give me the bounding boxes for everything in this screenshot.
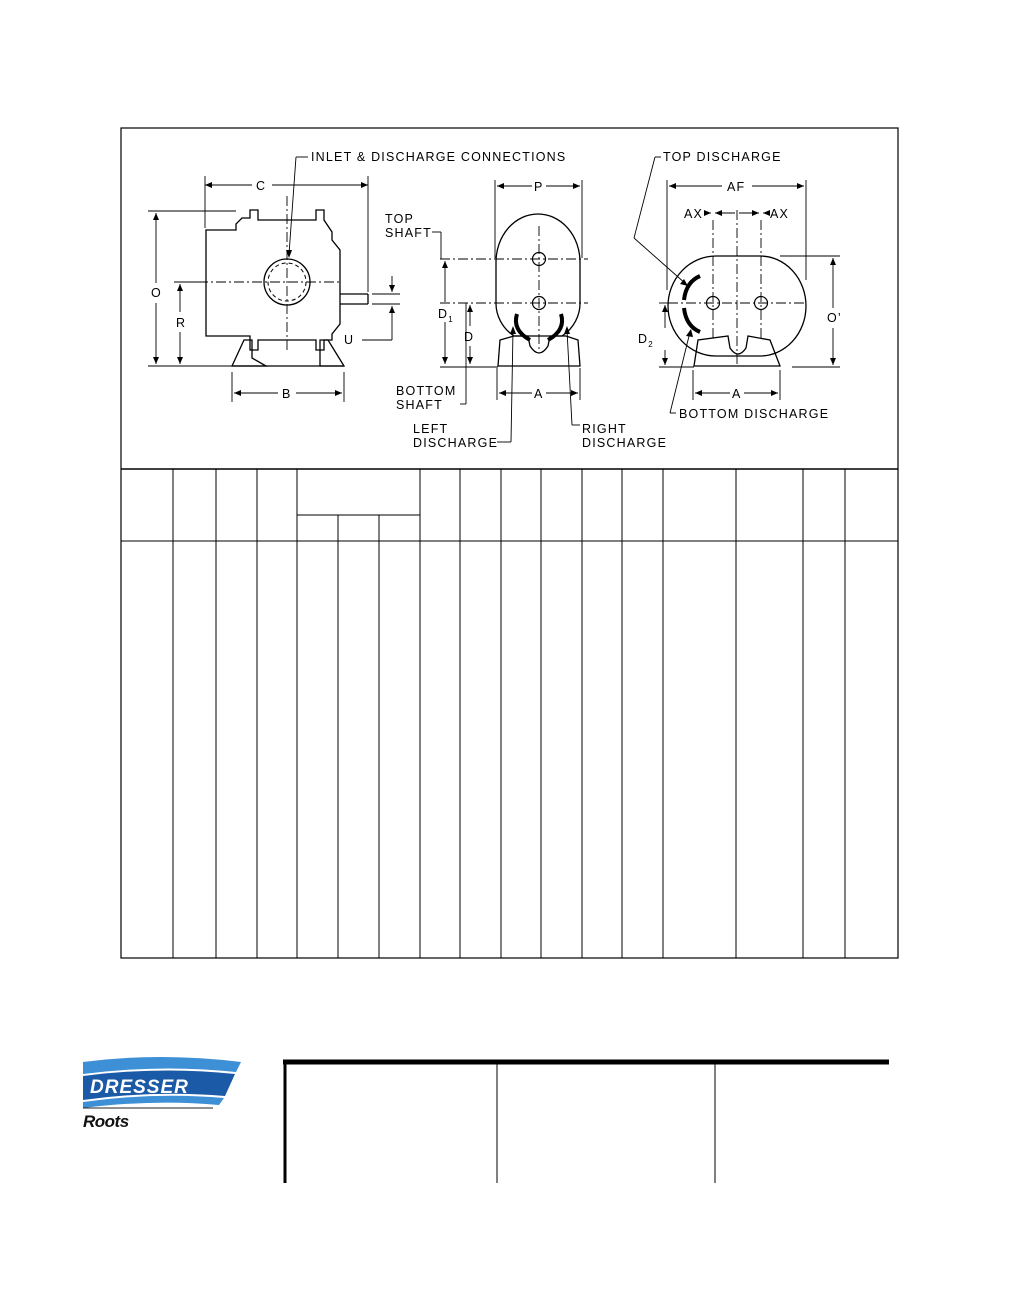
label-right-discharge-line1: RIGHT bbox=[582, 422, 627, 436]
front-view-housing bbox=[496, 214, 580, 336]
front-view-arrows bbox=[442, 183, 580, 396]
dim-d2-subscript: 2 bbox=[648, 340, 654, 349]
label-right-discharge-line2: DISCHARGE bbox=[582, 436, 668, 450]
side-view-arrows bbox=[153, 182, 395, 396]
dim-p: P bbox=[534, 180, 544, 194]
dim-r: R bbox=[176, 316, 187, 330]
label-top-shaft-line1: TOP bbox=[385, 212, 415, 226]
front-view-dimensions bbox=[432, 180, 582, 442]
dim-c: C bbox=[256, 179, 267, 193]
dim-a-side: A bbox=[732, 387, 742, 401]
dim-ax-left: AX bbox=[684, 207, 704, 221]
top-discharge-arc bbox=[684, 276, 700, 300]
dim-d1 bbox=[438, 307, 454, 324]
label-bottom-shaft-line1: BOTTOM bbox=[396, 384, 457, 398]
label-bottom-discharge: BOTTOM DISCHARGE bbox=[679, 407, 830, 421]
logo-roots-text: Roots bbox=[83, 1112, 129, 1131]
sheet-border bbox=[121, 128, 898, 958]
dim-af: AF bbox=[727, 180, 746, 194]
label-bottom-shaft-line2: SHAFT bbox=[396, 398, 443, 412]
label-left-discharge-line1: LEFT bbox=[413, 422, 449, 436]
footer-grid bbox=[283, 1062, 889, 1183]
dim-o: O bbox=[151, 286, 162, 300]
dim-o-prime: O’ bbox=[827, 311, 842, 325]
dim-u: U bbox=[344, 333, 355, 347]
bottom-discharge-arc bbox=[684, 308, 700, 332]
dresser-logo bbox=[83, 1057, 241, 1108]
label-inlet-discharge: INLET & DISCHARGE CONNECTIONS bbox=[311, 150, 567, 164]
dim-ax-right: AX bbox=[770, 207, 790, 221]
label-top-shaft-line2: SHAFT bbox=[385, 226, 432, 240]
dim-d: D bbox=[464, 330, 475, 344]
dim-d1-subscript: 1 bbox=[448, 315, 454, 324]
dim-d2 bbox=[638, 332, 654, 349]
side-view-housing bbox=[206, 210, 340, 350]
label-left-discharge-line2: DISCHARGE bbox=[413, 436, 499, 450]
side-view-dimensions bbox=[148, 157, 400, 402]
dim-d1-main: D bbox=[438, 307, 449, 321]
label-top-discharge: TOP DISCHARGE bbox=[663, 150, 782, 164]
logo-wordmark: DRESSER bbox=[90, 1077, 189, 1098]
dim-a-front: A bbox=[534, 387, 544, 401]
dim-b: B bbox=[282, 387, 292, 401]
dim-d2-main: D bbox=[638, 332, 649, 346]
dimension-table bbox=[121, 469, 898, 958]
